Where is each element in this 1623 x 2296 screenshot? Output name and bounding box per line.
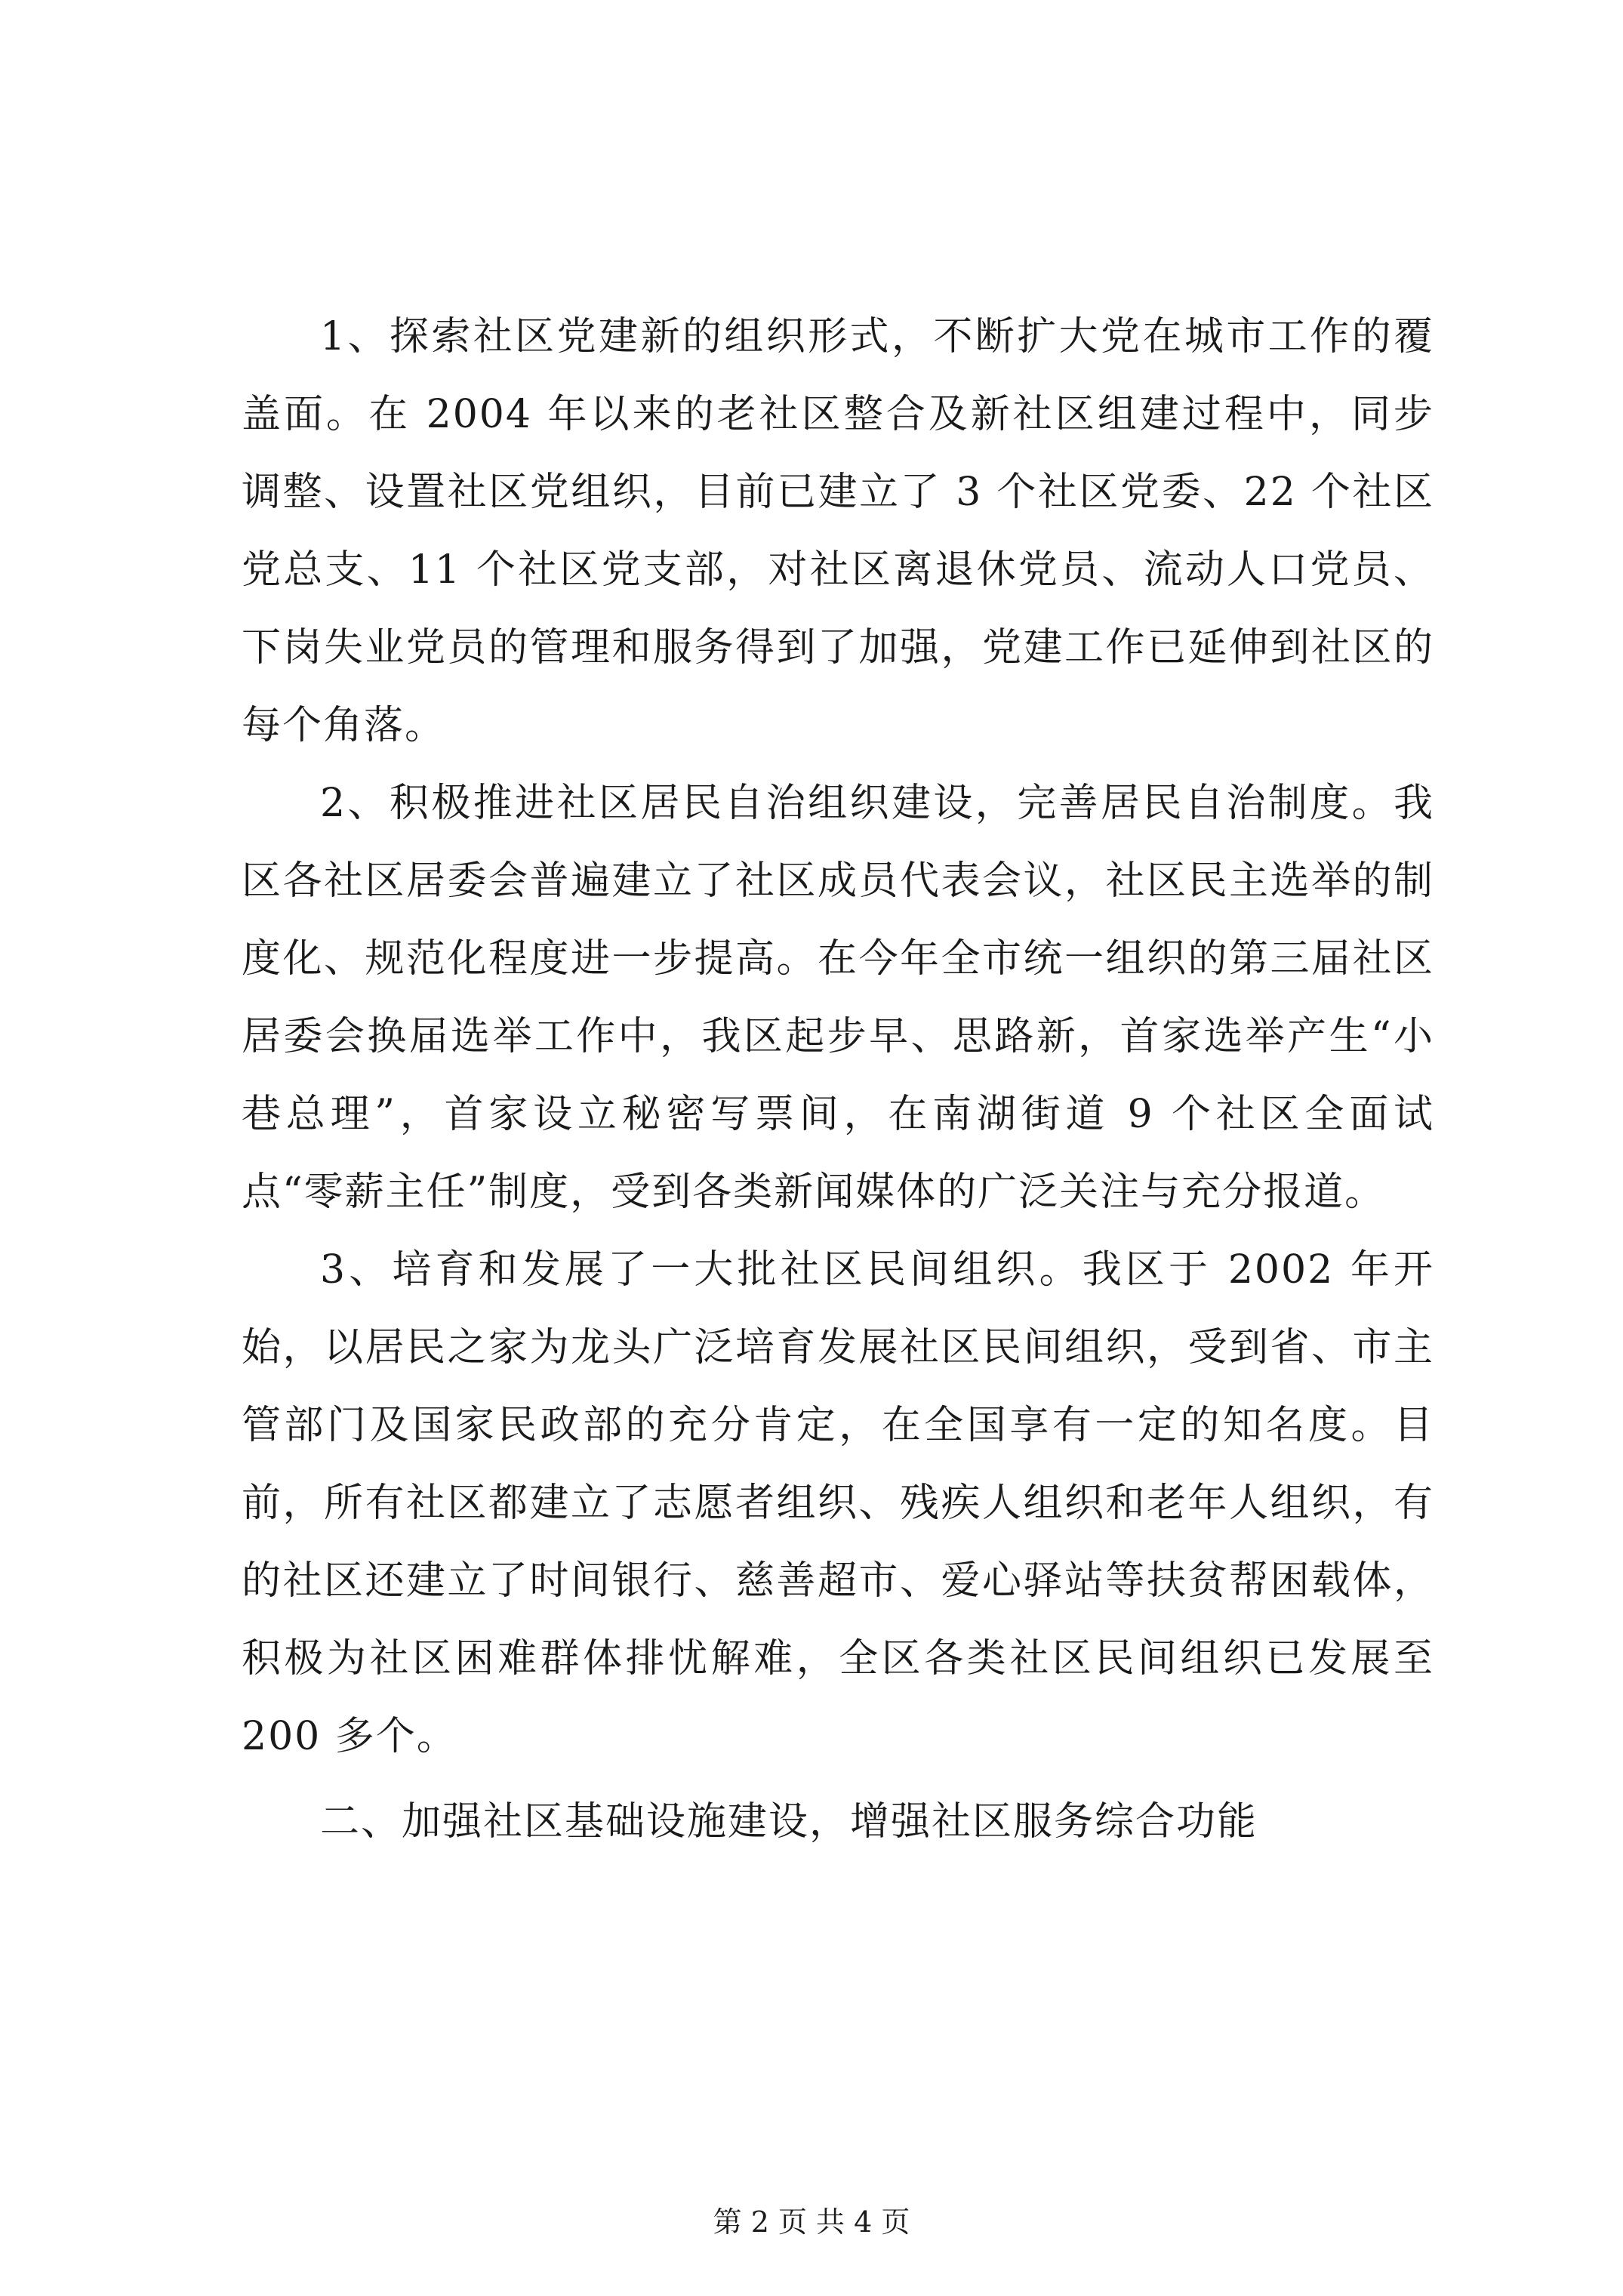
paragraph-3: 3、培育和发展了一大批社区民间组织。我区于 2002 年开始，以居民之家为龙头广泛培育发展社区民间组织，受到省、市主管部门及国家民政部的充分肯定，在全国享有一定的知名度。目前，所有社区都建立了志愿者组织、残疾人组织和老年人组织，有的社区还建立了时间银行、慈善超市、爱心驿站等扶贫帮困载体，积极为社区困难群体排忧解难，全区各类社区民间组织已发展至200 多个。: [242, 1247, 1434, 1759]
paragraph-2: 2、积极推进社区居民自治组织建设，完善居民自治制度。我区各社区居委会普遍建立了社区成员代表会议，社区民主选举的制度化、规范化程度进一步提高。在今年全市统一组织的第三届社区居委会换届选举工作中，我区起步早、思路新，首家选举产生“小巷总理”，首家设立秘密写票间，在南湖街道 9 个社区全面试点“零薪主任”制度，受到各类新闻媒体的广泛关注与充分报道。: [242, 781, 1434, 1215]
document-body: [242, 298, 1434, 1861]
section-heading: 二、加强社区基础设施建设，增强社区服务综合功能: [320, 1799, 1258, 1845]
page-number-footer: 第 2 页 共 4 页: [713, 2205, 910, 2239]
paragraph-1: 1、探索社区党建新的组织形式，不断扩大党在城市工作的覆盖面。在 2004 年以来的老社区整合及新社区组建过程中，同步调整、设置社区党组织，目前已建立了 3 个社区党委、22 个社区党总支、11 个社区党支部，对社区离退休党员、流动人口党员、下岗失业党员的管理和服务得到了加强，党建工作已延伸到社区的每个角落。: [242, 314, 1434, 748]
